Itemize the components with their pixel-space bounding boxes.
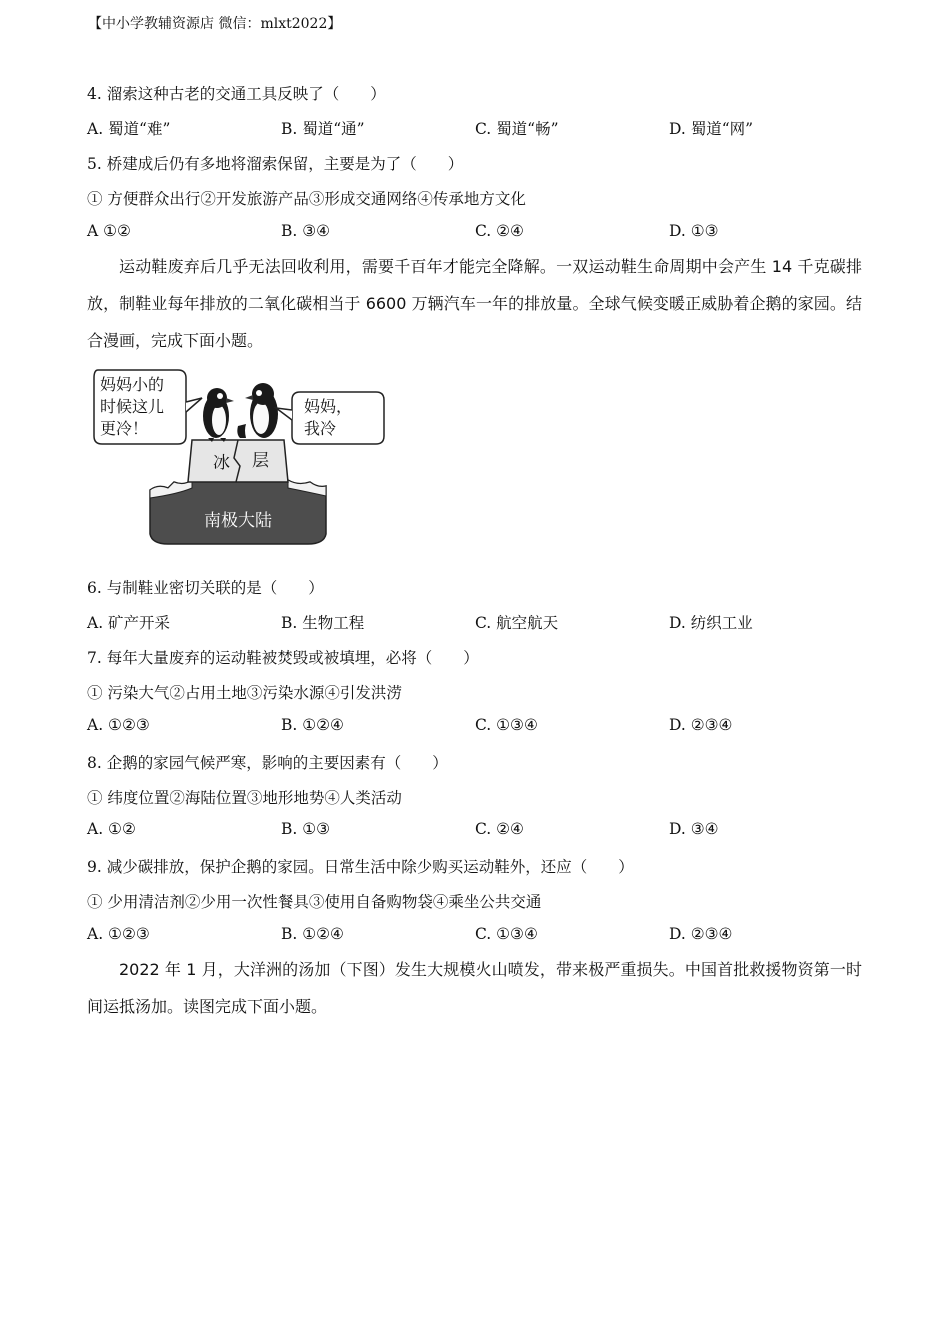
question-8-option-c: C. ②④: [475, 820, 524, 838]
question-4-option-b: B. 蜀道“通”: [281, 120, 365, 138]
penguin-child-icon: [237, 383, 278, 438]
penguin-mother-icon: [203, 388, 234, 442]
bubble-left-line-2: 时候这儿: [100, 397, 165, 416]
question-4-option-a: A. 蜀道“难”: [87, 120, 171, 138]
bubble-left-line-1: 妈妈小的: [100, 375, 165, 394]
question-7-items: ① 污染大气②占用土地③污染水源④引发洪涝: [87, 684, 402, 702]
question-5-option-c: C. ②④: [475, 222, 524, 240]
passage-tonga: 2022 年 1 月，大洋洲的汤加（下图）发生大规模火山喷发，带来极严重损失。中国首批救援物资第一时间运抵汤加。读图完成下面小题。: [87, 960, 862, 1016]
question-5-option-d: D. ①③: [669, 222, 719, 240]
question-8-option-d: D. ③④: [669, 820, 719, 838]
question-9-option-c: C. ①③④: [475, 925, 538, 943]
ice-label-right: 层: [252, 451, 269, 471]
question-4-option-c: C. 蜀道“畅”: [475, 120, 559, 138]
question-6-option-d: D. 纺织工业: [669, 614, 753, 632]
question-6-option-c: C. 航空航天: [475, 614, 559, 632]
question-6-option-a: A. 矿产开采: [87, 614, 171, 632]
bubble-left-line-3: 更冷！: [100, 419, 149, 438]
question-5-option-b: B. ③④: [281, 222, 331, 240]
question-7-option-c: C. ①③④: [475, 716, 538, 734]
question-8-items: ① 纬度位置②海陆位置③地形地势④人类活动: [87, 789, 402, 807]
question-4-option-d: D. 蜀道“网”: [669, 120, 754, 138]
question-5-items: ① 方便群众出行②开发旅游产品③形成交通网络④传承地方文化: [87, 190, 526, 208]
question-5-option-a: A ①②: [87, 222, 131, 240]
speech-bubble-right: [276, 392, 384, 444]
bubble-right-line-2: 我冷: [304, 419, 337, 438]
penguin-cartoon: [88, 366, 388, 548]
question-7-stem: 7. 每年大量废弃的运动鞋被焚毁或被填埋，必将（ ）: [87, 649, 479, 667]
bubble-right-line-1: 妈妈，: [304, 397, 353, 416]
question-8-stem: 8. 企鹅的家园气候严寒，影响的主要因素有（ ）: [87, 754, 448, 772]
question-8-option-b: B. ①③: [281, 820, 331, 838]
page-header: 【中小学教辅资源店 微信：mlxt2022】: [88, 16, 342, 32]
ice-label-left: 冰: [213, 453, 230, 473]
question-9-stem: 9. 减少碳排放，保护企鹅的家园。日常生活中除少购买运动鞋外，还应（ ）: [87, 858, 634, 876]
question-7-option-b: B. ①②④: [281, 716, 344, 734]
continent-label: 南极大陆: [204, 511, 272, 531]
question-7-option-a: A. ①②③: [87, 716, 150, 734]
question-5-stem: 5. 桥建成后仍有多地将溜索保留，主要是为了（ ）: [87, 155, 464, 173]
question-9-option-d: D. ②③④: [669, 925, 733, 943]
question-6-option-b: B. 生物工程: [281, 614, 365, 632]
question-9-option-a: A. ①②③: [87, 925, 150, 943]
question-7-option-d: D. ②③④: [669, 716, 733, 734]
passage-sneakers: 运动鞋废弃后几乎无法回收利用，需要千百年才能完全降解。一双运动鞋生命周期中会产生 14 千克碳排放，制鞋业每年排放的二氧化碳相当于 6600 万辆汽车一年的排放量。全球气候变暖正威胁着企鹅的家园。结合漫画，完成下面小题。: [87, 257, 862, 350]
question-9-option-b: B. ①②④: [281, 925, 344, 943]
question-4-stem: 4. 溜索这种古老的交通工具反映了（ ）: [87, 85, 386, 103]
question-6-stem: 6. 与制鞋业密切关联的是（ ）: [87, 579, 324, 597]
question-8-option-a: A. ①②: [87, 820, 136, 838]
speech-bubble-left: [94, 370, 202, 444]
question-9-items: ① 少用清洁剂②少用一次性餐具③使用自备购物袋④乘坐公共交通: [87, 893, 542, 911]
